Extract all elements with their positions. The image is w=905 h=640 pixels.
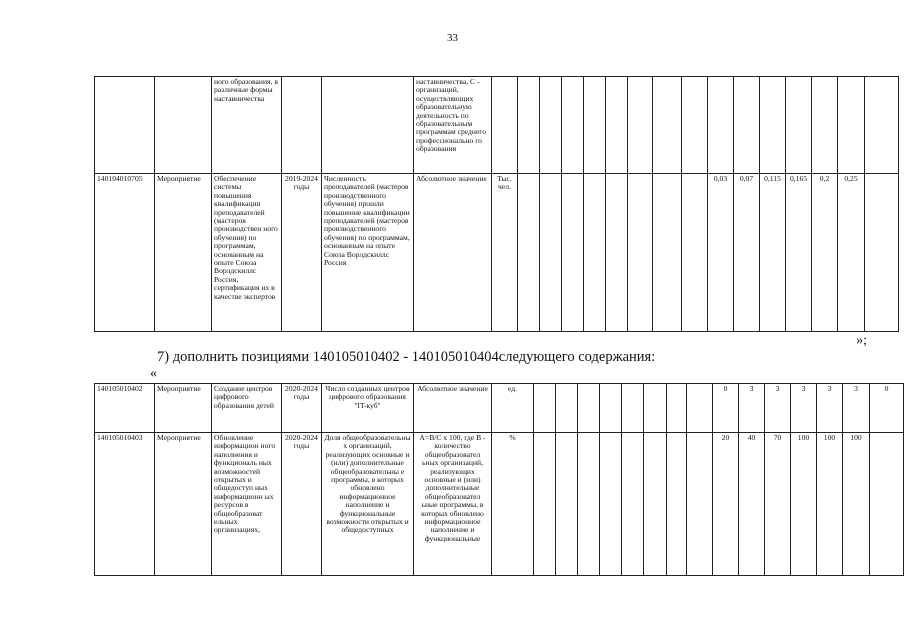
value-cell: 3 bbox=[791, 384, 817, 433]
event-name-cell: Создание центров цифрового образования детей bbox=[212, 384, 282, 433]
closing-quote: »; bbox=[856, 333, 867, 348]
value-cell: 100 bbox=[843, 433, 870, 576]
value-cell: 0 bbox=[870, 384, 904, 433]
value-cell: 100 bbox=[791, 433, 817, 576]
event-name-cell: ного образования, в различные формы наставничества bbox=[212, 77, 282, 174]
value-cell: 70 bbox=[765, 433, 791, 576]
value-cell: 0 bbox=[713, 384, 739, 433]
value-cell: 3 bbox=[739, 384, 765, 433]
value-cell: 0,165 bbox=[786, 174, 812, 332]
type-cell: Мероприятие bbox=[155, 174, 212, 332]
indicator-cell: Число созданных центров цифрового образования "IT-куб" bbox=[322, 384, 414, 433]
value-cell: 0,2 bbox=[812, 174, 838, 332]
value-cell: 3 bbox=[817, 384, 843, 433]
event-name-cell: Обновление информацион ного наполнения и функциональ ных возможностей открытых и общедоступ ных информационн ых ресурсов в общеобразоват ельных организациях, bbox=[212, 433, 282, 576]
value-cell: 0,07 bbox=[734, 174, 760, 332]
unit-cell: ед. bbox=[492, 384, 534, 433]
code-cell: 140105010403 bbox=[95, 433, 155, 576]
table-row bbox=[95, 433, 904, 576]
type-cell: Мероприятие bbox=[155, 384, 212, 433]
page-number: 33 bbox=[447, 32, 458, 44]
indicator-method-cell: наставничества, С - организаций, осуществляющих образовательную деятельность по образовательным программам среднего профессионально го образования bbox=[414, 77, 492, 174]
years-cell: 2020-2024 годы bbox=[282, 433, 322, 576]
code-cell: 140105010402 bbox=[95, 384, 155, 433]
indicator-cell: Численность преподавателей (мастеров производственного обучения) прошли повышение квалификации преподавателей (мастеров производственного обучения) по программам, основанным на опыте Союза Ворлдскиллс Россия bbox=[322, 174, 414, 332]
method-cell: A=B/C x 100, где B - количество общеобразовател ьных организаций, реализующих основные и (или) дополнительные общеобразовател ьные программы, в которых обновлено информационное наполнение и функциональные bbox=[414, 433, 492, 576]
program-table-continued bbox=[94, 76, 899, 332]
type-cell: Мероприятие bbox=[155, 433, 212, 576]
years-cell: 2019-2024 годы bbox=[282, 174, 322, 332]
value-cell: 0,115 bbox=[760, 174, 786, 332]
value-cell: 3 bbox=[843, 384, 870, 433]
indicator-cell: Доля общеобразовательны х организаций, реализующих основные и (или) дополнительные общеобразовательны е программы, в которых обновлено информационное наполнение и функциональные возможности открытых и общедоступных bbox=[322, 433, 414, 576]
event-name-cell: Обеспечение системы повышения квалификации преподавателей (мастеров производствен ного обучения) по программам, основанным на опыте Союза Ворлдскиллс Россия, сертификация их в качестве экспертов bbox=[212, 174, 282, 332]
value-cell: 0,25 bbox=[838, 174, 865, 332]
table-row bbox=[95, 77, 899, 174]
value-cell: 0,03 bbox=[708, 174, 734, 332]
method-cell: Абсолютное значение bbox=[414, 174, 492, 332]
method-cell: Абсолютное значение bbox=[414, 384, 492, 433]
value-cell: 40 bbox=[739, 433, 765, 576]
value-cell: 20 bbox=[713, 433, 739, 576]
amendment-sentence: 7) дополнить позициями 140105010402 - 140105010404следующего содержания: bbox=[157, 349, 656, 365]
unit-cell: Тыс. чел. bbox=[492, 174, 518, 332]
code-cell: 140104010705 bbox=[95, 174, 155, 332]
opening-quote: « bbox=[150, 366, 157, 381]
table-row bbox=[95, 384, 904, 433]
table-row bbox=[95, 174, 899, 332]
program-table-new-positions bbox=[94, 383, 904, 576]
unit-cell: % bbox=[492, 433, 534, 576]
value-cell: 100 bbox=[817, 433, 843, 576]
value-cell: 3 bbox=[765, 384, 791, 433]
years-cell: 2020-2024 годы bbox=[282, 384, 322, 433]
